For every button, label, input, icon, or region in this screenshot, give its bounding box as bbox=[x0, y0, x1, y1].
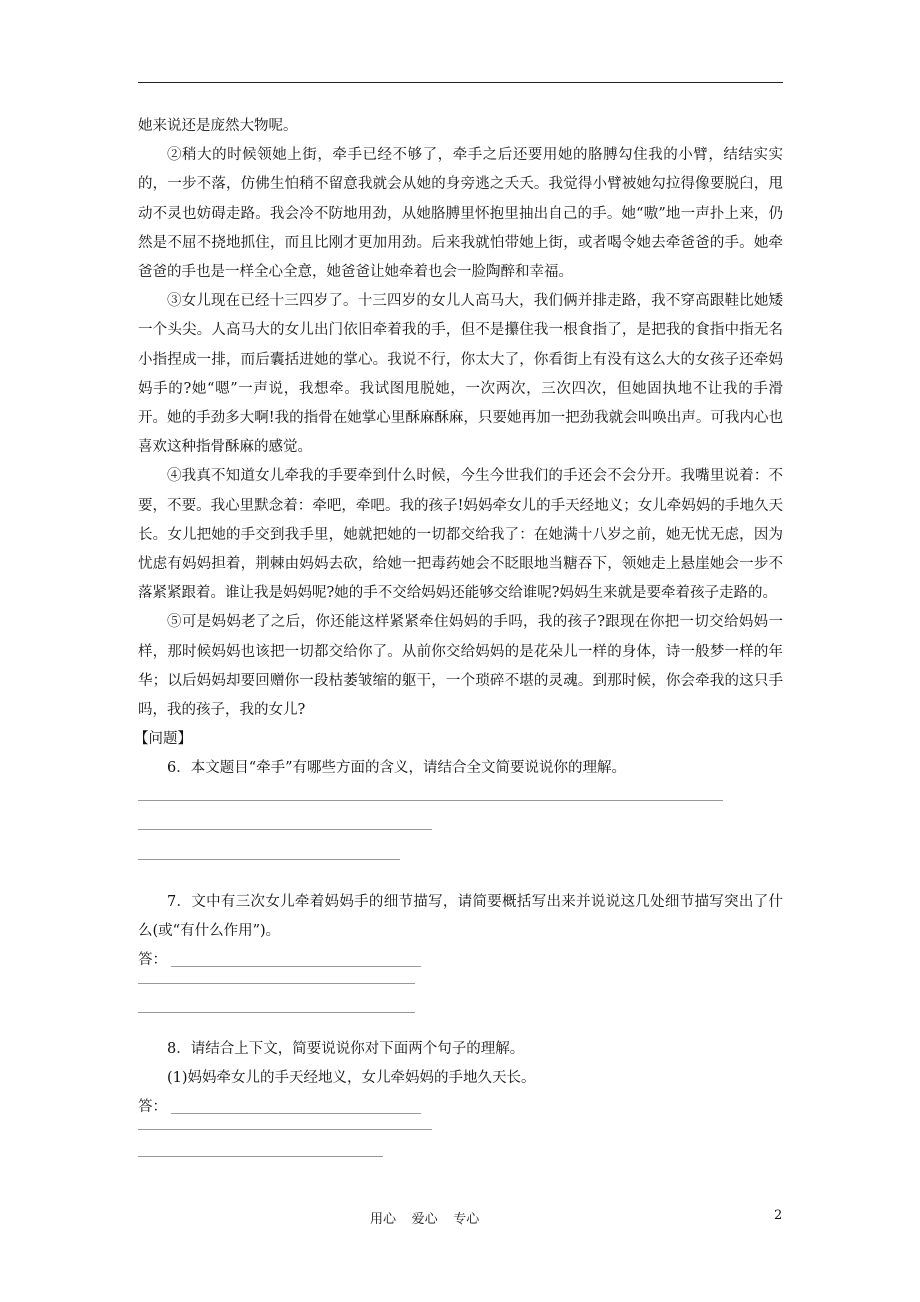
question-6: 6．本文题目“牵手”有哪些方面的含义，请结合全文简要说说你的理解。 bbox=[167, 760, 627, 777]
footer-slogan-1: 用心 bbox=[370, 1212, 397, 1227]
answer-line[interactable] bbox=[171, 1113, 421, 1114]
question-7-answer-area bbox=[138, 975, 783, 1039]
paragraph-5: ⑤可是妈妈老了之后，你还能这样紧紧牵住妈妈的手吗，我的孩子?跟现在你把一切交给妈妈一样，那时候妈妈也该把一切都交给你了。从前你交给妈妈的是花朵儿一样的身体，诗一般梦一样的年华；以后妈妈却要回赠你一段枯萎皱缩的躯干，一个琐碎不堪的灵魂。到那时候，你会牵我的这只手吗，我的孩子，我的女儿? bbox=[138, 614, 783, 719]
question-6-answer-area bbox=[138, 784, 783, 900]
question-8: 8．请结合上下文，简要说说你对下面两个句子的理解。 bbox=[167, 1041, 525, 1058]
footer-slogan-3: 专心 bbox=[453, 1212, 480, 1227]
answer-line[interactable] bbox=[138, 829, 432, 830]
answer-line[interactable] bbox=[138, 983, 415, 984]
questions-header: 【问题】 bbox=[134, 731, 192, 748]
paragraph-4: ④我真不知道女儿牵我的手要牵到什么时候，今生今世我们的手还会不会分开。我嘴里说着：不要，不要。我心里默念着：牵吧，牵吧。我的孩子!妈妈牵女儿的手天经地义；女儿牵妈妈的手地久天长。女儿把她的手交到我手里，她就把她的一切都交给我了：在她满十八岁之前，她无忧无虑，因为忧虑有妈妈担着，荆棘由妈妈去砍，给她一把毒药她会不眨眼地当糖吞下，领她走上悬崖她会一步不落紧紧跟着。谁让我是妈妈呢?她的手不交给妈妈还能够交给谁呢?妈妈生来就是要牵着孩子走路的。 bbox=[138, 468, 783, 602]
question-8-answer-area bbox=[138, 1122, 783, 1186]
document-body bbox=[134, 112, 783, 1186]
answer-line[interactable] bbox=[171, 966, 421, 967]
answer-line[interactable] bbox=[138, 1129, 432, 1130]
header-rule bbox=[138, 82, 783, 83]
answer-label: 答： bbox=[138, 951, 167, 968]
question-8-answer-row bbox=[138, 1093, 783, 1122]
page-number: 2 bbox=[774, 1208, 783, 1223]
paragraph-3: ③女儿现在已经十三四岁了。十三四岁的女儿人高马大，我们俩并排走路，我不穿高跟鞋比她矮一个头尖。人高马大的女儿出门依旧牵着我的手，但不是攥住我一根食指了，是把我的食指中指无名小指捏成一排，而后囊括进她的掌心。我说不行，你太大了，你看街上有没有这么大的女孩子还牵妈妈手的?她“嗯”一声说，我想牵。我试图甩脱她，一次两次，三次四次，但她固执地不让我的手滑开。她的手劲多大啊!我的指骨在她掌心里酥麻酥麻，只要她再加一把劲我就会叫唤出声。可我内心也喜欢这种指骨酥麻的感觉。 bbox=[138, 293, 783, 456]
paragraph-2: ②稍大的时候领她上街，牵手已经不够了，牵手之后还要用她的胳膊勾住我的小臂，结结实实的，一步不落，仿佛生怕稍不留意我就会从她的身旁逃之夭夭。我觉得小臂被她勾拉得像要脱臼，甩动不灵也妨碍走路。我会冷不防地用劲，从她胳膊里怀抱里抽出自己的手。她“嗷”地一声扑上来，仍然是不屈不挠地抓住，而且比刚才更加用劲。后来我就怕带她上街，或者喝令她去牵爸爸的手。她牵爸爸的手也是一样全心全意，她爸爸让她牵着也会一脸陶醉和幸福。 bbox=[138, 147, 783, 281]
footer-slogan bbox=[370, 1208, 550, 1227]
answer-label: 答： bbox=[138, 1099, 167, 1116]
answer-line[interactable] bbox=[138, 800, 723, 801]
answer-line[interactable] bbox=[138, 1012, 415, 1013]
answer-line[interactable] bbox=[138, 1156, 383, 1157]
question-7: 7．文中有三次女儿牵着妈妈手的细节描写，请简要概括写出来并说说这几处细节描写突出了什么(或“有什么作用”)。 bbox=[138, 893, 783, 939]
answer-line[interactable] bbox=[138, 859, 400, 860]
footer-slogan-2: 爱心 bbox=[411, 1212, 438, 1227]
paragraph-1-end: 她来说还是庞然大物呢。 bbox=[138, 118, 298, 134]
question-7-answer-row bbox=[138, 946, 783, 975]
question-8-item-1: (1)妈妈牵女儿的手天经地义，女儿牵妈妈的手地久天长。 bbox=[167, 1070, 536, 1087]
